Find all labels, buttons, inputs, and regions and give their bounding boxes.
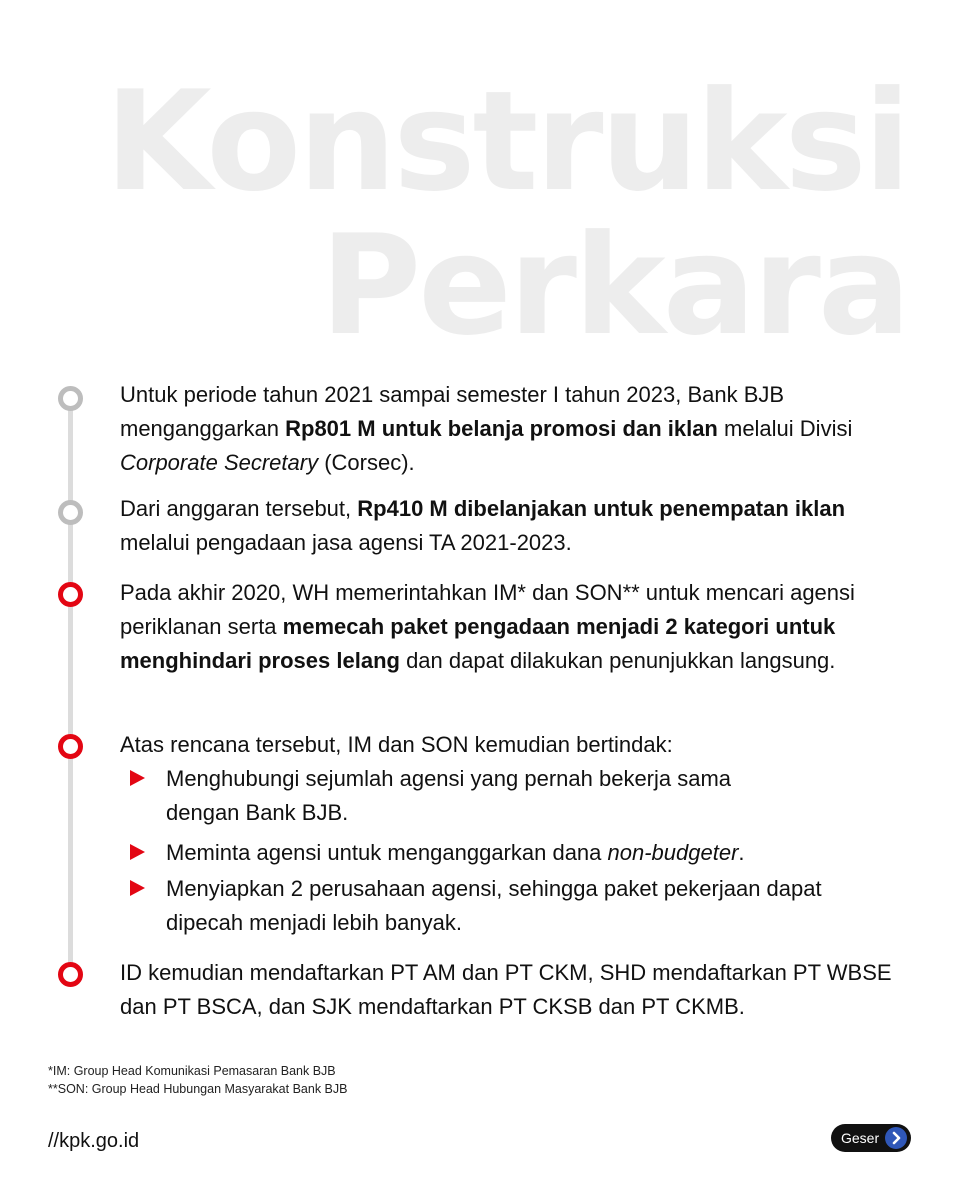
triangle-right-icon	[130, 880, 145, 896]
item-2-bold: Rp410 M dibelanjakan untuk penempatan iklan	[357, 496, 846, 521]
item-3-bold: memecah paket pengadaan menjadi 2 kategori untuk menghindari proses lelang	[120, 614, 836, 673]
timeline-dot-2	[58, 500, 83, 525]
footnote-im: *IM: Group Head Komunikasi Pemasaran Bank BJB	[48, 1064, 336, 1078]
timeline-item-1	[120, 378, 900, 480]
item-3-text-a: Pada akhir 2020, WH memerintahkan IM* dan SON** untuk mencari agensi periklanan serta	[120, 580, 855, 639]
item-2-text-b: melalui pengadaan jasa agensi TA 2021-2023.	[120, 530, 572, 555]
timeline-item-3	[120, 576, 900, 678]
site-url: //kpk.go.id	[48, 1130, 140, 1152]
timeline-item-5: ID kemudian mendaftarkan PT AM dan PT CKM, SHD mendaftarkan PT WBSE dan PT BSCA, dan SJK mendaftarkan PT CKSB dan PT CKMB.	[120, 960, 892, 1019]
timeline-item-2	[120, 492, 880, 560]
item-3-text-b: dan dapat dilakukan penunjukkan langsung.	[399, 648, 836, 673]
background-title-line-2: Perkara	[320, 205, 908, 366]
timeline-line	[68, 396, 73, 972]
timeline-dot-1	[58, 386, 83, 411]
chevron-right-icon	[885, 1127, 907, 1149]
item-1-bold: Rp801 M untuk belanja promosi dan iklan	[285, 416, 718, 441]
sub-item-2	[166, 836, 906, 870]
timeline-dot-3	[58, 582, 83, 607]
background-title-line-1: Konstruksi	[104, 61, 908, 222]
item-1-italic: Corporate Secretary	[120, 450, 319, 475]
item-1-text-c: (Corsec).	[318, 450, 415, 475]
footnote-son: **SON: Group Head Hubungan Masyarakat Bank BJB	[48, 1082, 348, 1096]
sub-item-1: Menghubungi sejumlah agensi yang pernah bekerja sama dengan Bank BJB.	[166, 766, 732, 825]
sub-item-3: Menyiapkan 2 perusahaan agensi, sehingga paket pekerjaan dapat dipecah menjadi lebih banyak.	[166, 876, 822, 935]
sub-item-2-text-a: Meminta agensi untuk menganggarkan dana	[166, 840, 608, 865]
triangle-right-icon	[130, 844, 145, 860]
timeline-dot-5	[58, 962, 83, 987]
timeline-dot-4	[58, 734, 83, 759]
background-title	[104, 61, 908, 366]
sub-item-2-italic: non-budgeter	[607, 840, 739, 865]
next-slide-label: Geser	[841, 1130, 880, 1146]
item-2-text-a: Dari anggaran tersebut,	[120, 496, 358, 521]
item-1-text-a: Untuk periode tahun 2021 sampai semester I tahun 2023, Bank BJB menganggarkan	[120, 382, 785, 441]
item-1-text-b: melalui Divisi	[717, 416, 853, 441]
next-slide-button[interactable]	[831, 1124, 911, 1152]
sub-item-2-text-b: .	[738, 840, 745, 865]
timeline-item-4: Atas rencana tersebut, IM dan SON kemudian bertindak:	[120, 732, 673, 757]
triangle-right-icon	[130, 770, 145, 786]
